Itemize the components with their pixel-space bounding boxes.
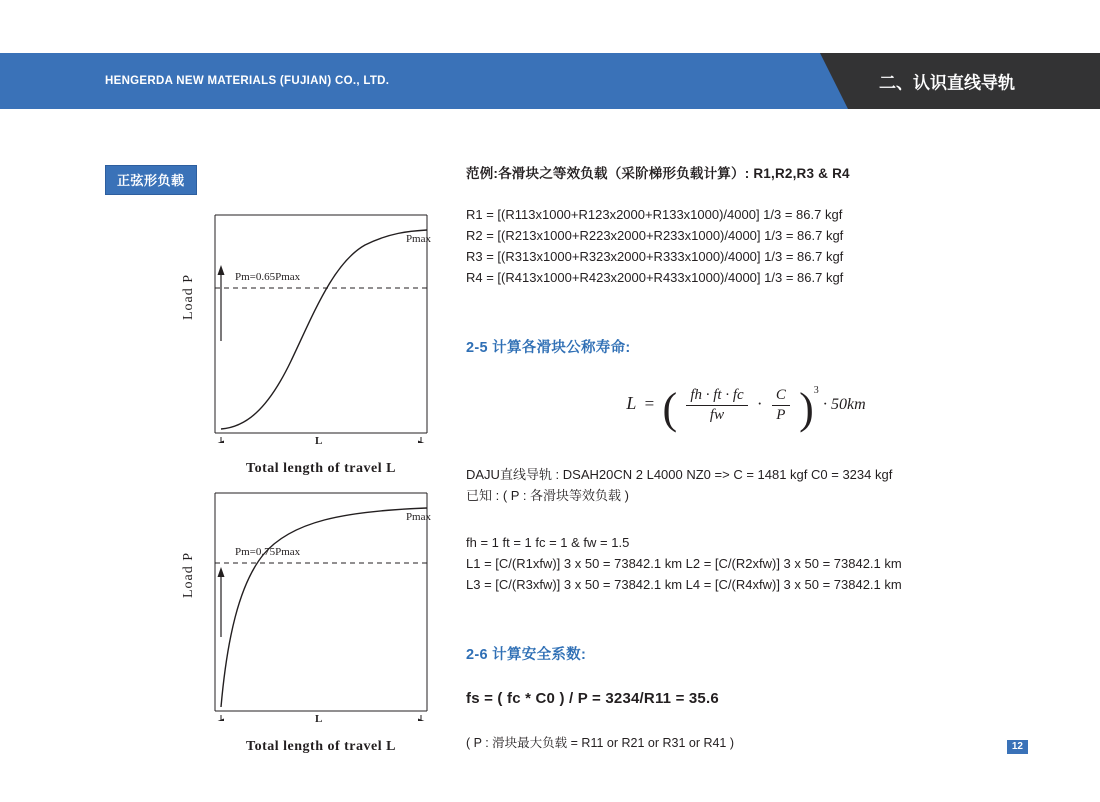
chart-sinusoidal-load-2 xyxy=(181,489,437,754)
header-section-title: 二、认识直线导轨 xyxy=(879,73,1015,93)
safety-factor-note: ( P : 滑块最大负载 = R11 or R21 or R31 or R41 ) xyxy=(466,736,735,750)
chart-2-l-marker: L xyxy=(315,713,323,725)
example-title: 范例:各滑块之等效负载（采阶梯形负载计算）: R1,R2,R3 & R4 xyxy=(466,166,850,181)
formula-tail: · 50km xyxy=(823,396,866,413)
chart-sinusoidal-load-1 xyxy=(181,211,437,476)
page-header xyxy=(0,53,1100,109)
formula-fraction-1-denominator: fw xyxy=(709,406,725,423)
spacer xyxy=(466,707,1026,733)
chart-1-graphic xyxy=(205,211,437,443)
header-company-name: HENGERDA NEW MATERIALS (FUJIAN) CO., LTD. xyxy=(105,75,390,87)
coefficient-line: fh = 1 ft = 1 fc = 1 & fw = 1.5 xyxy=(466,535,630,550)
chart-1-pm-label: Pm=0.65Pmax xyxy=(235,271,301,283)
formula-fraction-1-numerator: fh · ft · fc xyxy=(686,387,747,406)
formula-open-paren: ( xyxy=(662,384,678,433)
formula-lhs: L xyxy=(626,393,637,413)
example-line-r4: R4 = [(R413x1000+R423x2000+R433x1000)/4000] 1/3 = 86.7 kgf xyxy=(466,270,844,285)
chart-1-l-marker: L xyxy=(315,435,323,447)
formula-close-paren: ) xyxy=(799,384,814,433)
chart-1-x-axis-label: Total length of travel L xyxy=(246,461,396,476)
formula-fraction-2-numerator: C xyxy=(772,387,790,406)
chart-2-graphic xyxy=(205,489,437,721)
life-formula xyxy=(466,383,1026,434)
life-result-line-1: L1 = [C/(R1xfw)] 3 x 50 = 73842.1 km L2 = [C/(R2xfw)] 3 x 50 = 73842.1 km xyxy=(466,556,902,571)
chart-1-y-axis-label: Load P xyxy=(181,273,196,321)
chart-badge-label: 正弦形负载 xyxy=(105,165,197,195)
charts-column xyxy=(105,165,445,754)
chart-2-pm-label: Pm=0.75Pmax xyxy=(235,546,301,558)
example-line-r3: R3 = [(R313x1000+R323x2000+R333x1000)/4000] 1/3 = 86.7 kgf xyxy=(466,249,844,264)
chart-2-pmax-label: Pmax xyxy=(405,511,431,523)
safety-factor-formula: fs = ( fc * C0 ) / P = 3234/R11 = 35.6 xyxy=(466,690,719,707)
page-number: 12 xyxy=(1007,740,1028,754)
life-formula-expression xyxy=(626,383,865,434)
chart-2-y-axis-label: Load P xyxy=(181,551,196,599)
spacer xyxy=(466,506,1026,532)
content-column xyxy=(466,162,1026,751)
formula-fraction-2-denominator: P xyxy=(776,406,786,423)
section-2-6-heading: 2-6 计算安全系数: xyxy=(466,647,587,663)
example-line-r2: R2 = [(R213x1000+R223x2000+R233x1000)/4000] 1/3 = 86.7 kgf xyxy=(466,228,844,243)
section-2-5-heading: 2-5 计算各滑块公称寿命: xyxy=(466,340,631,356)
spacer xyxy=(466,595,1026,643)
spec-line-known: 已知 : ( P : 各滑块等效负载 ) xyxy=(466,488,629,503)
formula-fraction-1 xyxy=(681,387,752,424)
formula-fraction-2 xyxy=(767,387,795,424)
chart-2-x-axis-label: Total length of travel L xyxy=(246,739,396,754)
example-line-r1: R1 = [(R113x1000+R123x2000+R133x1000)/4000] 1/3 = 86.7 kgf xyxy=(466,207,843,222)
spacer xyxy=(466,664,1026,690)
spec-line-rail: DAJU直线导轨 : DSAH20CN 2 L4000 NZ0 => C = 1481 kgf C0 = 3234 kgf xyxy=(466,467,893,482)
formula-exponent: 3 xyxy=(813,385,819,396)
spacer xyxy=(466,288,1026,336)
formula-equals: = xyxy=(644,394,655,413)
chart-1-pmax-label: Pmax xyxy=(405,233,431,245)
formula-dot: · xyxy=(756,394,763,413)
life-result-line-2: L3 = [C/(R3xfw)] 3 x 50 = 73842.1 km L4 = [C/(R4xfw)] 3 x 50 = 73842.1 km xyxy=(466,577,902,592)
